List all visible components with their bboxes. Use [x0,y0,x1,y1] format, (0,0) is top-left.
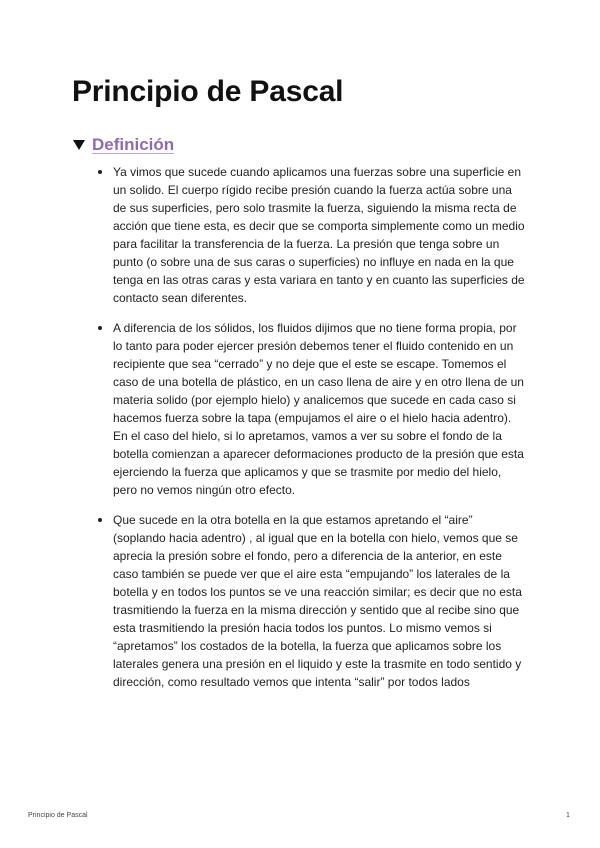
triangle-down-icon[interactable] [72,138,86,152]
bullet-dot [98,170,102,174]
page-title: Principio de Pascal [72,75,344,108]
bullet-list [96,163,528,703]
list-item [96,511,528,691]
bullet-dot [98,326,102,330]
list-item [96,319,528,499]
bullet-dot [98,518,102,522]
list-item-text: Que sucede en la otra botella en la que estamos apretando el “aire” (soplando hacia adentro) , al igual que en la botella con hielo, vemos que se aprecia la presión sobre el fondo, pero a diferencia de la anterior, en este caso también se puede ver que el aire esta “empujando” los laterales de la botella y en todos los puntos se ve una reacción similar; es decir que no esta trasmitiendo la fuerza en la misma dirección y sentido que al recibe sino que esta trasmitiendo la presión hacia todos los puntos. Lo mismo vemos si “apretamos” los costados de la botella, la fuerza que aplicamos sobre los laterales genera una presión en el liquido y este la trasmite en todo sentido y dirección, como resultado vemos que intenta “salir” por todos lados [113,513,522,689]
list-item-text: A diferencia de los sólidos, los fluidos dijimos que no tiene forma propia, por lo tanto para poder ejercer presión debemos tener el fluido contenido en un recipiente que sea “cerrado” y no deje que el este se escape. Tomemos el caso de una botella de plástico, en un caso llena de aire y en otro llena de un materia solido (por ejemplo hielo) y analicemos que sucede en cada caso si hacemos fuerza sobre la tapa (empujamos el aire o el hielo hacia adentro). En el caso del hielo, si lo apretamos, vamos a ver su sobre el fondo de la botella comienzan a aparecer deformaciones producto de la presión que esta ejerciendo la fuerza que aplicamos y que se trasmite por medio del hielo, pero no vemos ningún otro efecto. [113,321,524,497]
section-title: Definición [92,135,175,154]
list-item [96,163,528,307]
footer-page-number: 1 [566,812,570,819]
list-item-text: Ya vimos que sucede cuando aplicamos una fuerzas sobre una superficie en un solido. El cuerpo rígido recibe presión cuando la fuerza actúa sobre una de sus superficies, pero solo trasmite la fuerza, siguiendo la misma recta de acción que tiene esta, es decir que se comporta simplemente como un medio para facilitar la transferencia de la fuerza. La presión que tenga sobre un punto (o sobre una de sus caras o superficies) no influye en nada en la que tenga en las otras caras y esta variara en tanto y en cuanto las superficies de contacto sean diferentes. [113,165,525,305]
section-header[interactable] [72,134,174,156]
footer-title: Principio de Pascal [28,812,88,819]
